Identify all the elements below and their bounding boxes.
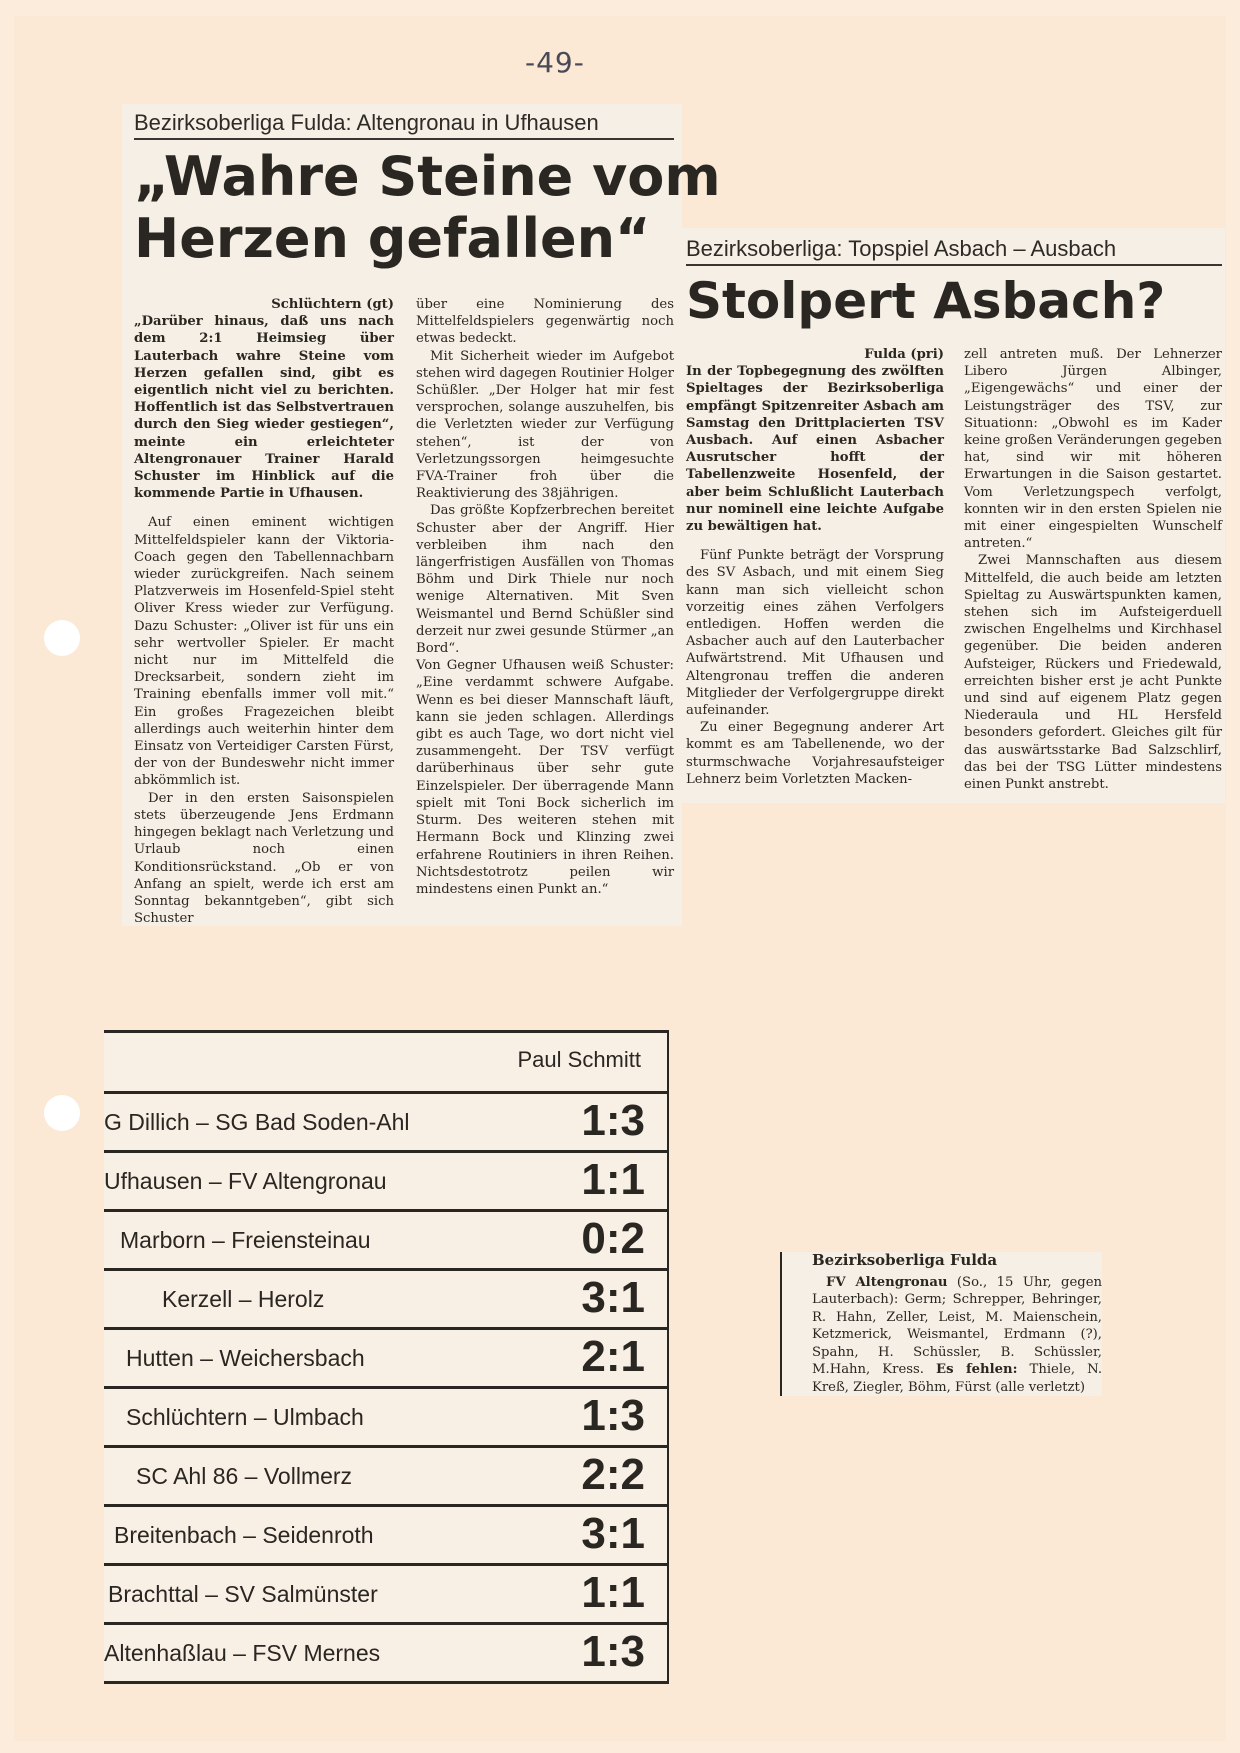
punch-hole (44, 620, 80, 656)
result-match: G Dillich – SG Bad Soden-Ahl (104, 1109, 410, 1135)
punch-hole (44, 1095, 80, 1131)
article1-column-1 (134, 296, 394, 927)
result-score: 1:3 (581, 1627, 645, 1676)
result-match: SC Ahl 86 – Vollmerz (136, 1463, 353, 1489)
result-score: 1:3 (581, 1096, 645, 1145)
lineup-team: FV Altengronau (826, 1274, 948, 1290)
result-score: 1:1 (581, 1568, 645, 1617)
headline-line-2: Herzen gefallen“ (134, 207, 651, 270)
result-match: Schlüchtern – Ulmbach (126, 1404, 364, 1430)
result-score: 3:1 (581, 1509, 645, 1558)
result-row (104, 1504, 669, 1563)
article1-dateline: Schlüchtern (gt) (271, 297, 394, 312)
result-row (104, 1563, 669, 1622)
article2-dateline: Fulda (pri) (864, 347, 944, 362)
article2-lead: In der Topbegegnung des zwölften Spieltages der Bezirksoberliga empfängt Spitzenreiter Asbach am Samstag den Drittplacierten TSV Ausbach. Auf einen Asbacher Ausrutscher hofft der Tabellenzweite Hosenfeld, der aber beim Schlußlicht Lauterbach nur nominell eine leichte Aufgabe zu bewältigen hat. (686, 364, 944, 535)
article1-paragraph: Der in den ersten Saisonspielen stets überzeugende Jens Erdmann hingegen beklagt nach Verletzung und Urlaub noch einen Konditionsrückstand. „Ob er von Anfang an spielt, werde ich erst am Sonntag bekanntgeben“, gibt sich Schuster (134, 790, 394, 927)
results-table (104, 1030, 669, 1684)
article1-paragraph: Auf einen eminent wichtigen Mittelfeldspieler kann der Viktoria-Coach gegen den Tabellennachbarn wieder zurückgreifen. Nach seinem Platzverweis im Hosenfeld-Spiel steht Oliver Kress wieder zur Verfügung. Dazu Schuster: „Oliver ist für uns ein sehr wertvoller Spieler. Er macht nicht nur im Mittelfeld die Drecksarbeit, sondern zieht im Training ebenfalls immer voll mit.“ Ein großes Fragezeichen bleibt allerdings auch weiterhin hinter dem Einsatz von Verteidiger Carsten Fürst, der von der Bundeswehr nicht immer abkömmlich ist. (134, 515, 394, 789)
result-score: 2:2 (581, 1450, 645, 1499)
lineup-text (812, 1274, 1102, 1397)
article2-column-1 (686, 346, 944, 788)
result-score: 2:1 (581, 1332, 645, 1381)
result-match: Brachttal – SV Salmünster (108, 1581, 378, 1607)
result-match: Kerzell – Herolz (162, 1286, 325, 1312)
result-score: 1:1 (581, 1155, 645, 1204)
article2-kicker: Bezirksoberliga: Topspiel Asbach – Ausbach (686, 236, 1222, 266)
result-row (104, 1209, 669, 1268)
article2-headline: Stolpert Asbach? (686, 272, 1166, 330)
article1-paragraph: über eine Nominierung des Mittelfeldspielers gegenwärtig noch etwas bedeckt. (416, 297, 674, 347)
lineup-missing-label: Es fehlen: (936, 1362, 1018, 1377)
results-author: Paul Schmitt (517, 1047, 641, 1072)
result-row (104, 1622, 669, 1684)
article1-column-2 (416, 296, 674, 898)
article2-paragraph: Zu einer Begegnung anderer Art kommt es am Tabellenende, wo der sturmschwache Vorjahresaufsteiger Lehnerz beim Vorletzten Macken- (686, 720, 944, 787)
results-header (104, 1030, 669, 1091)
lineup-players: (So., 15 Uhr, gegen Lauterbach): Germ; Schrepper, Behringer, R. Hahn, Zeller, Leist, M. Maienschein, Ketzmerick, Weismantel, Erdmann (?), Spahn, H. Schüssler, B. Schüssler, M.Hahn, Kress. (812, 1274, 1102, 1377)
result-row (104, 1268, 669, 1327)
article1-headline (134, 145, 721, 270)
article1-kicker: Bezirksoberliga Fulda: Altengronau in Ufhausen (134, 110, 674, 140)
article1-paragraph: Das größte Kopfzerbrechen bereitet Schuster aber der Angriff. Hier verbleiben ihm nach den längerfristigen Ausfällen von Thomas Böhm und Dirk Thiele nur noch wenige Alternativen. Mit Sven Weismantel und Bernd Schüßler sind derzeit nur zwei gesunde Stürmer „an Bord“. (416, 503, 674, 657)
headline-line-1: „Wahre Steine vom (134, 145, 721, 208)
article2-paragraph: Fünf Punkte beträgt der Vorsprung des SV Asbach, und mit einem Sieg kann man sich vielleicht schon vorzeitig eines zähen Verfolgers entledigen. Hoffen werden die Asbacher auch auf den Lauterbacher Aufwärtstrend. Mit Ufhausen und Altengronau treffen die anderen Mitglieder der Verfolgergruppe direkt aufeinander. (686, 548, 944, 719)
article1-paragraph: Mit Sicherheit wieder im Aufgebot stehen wird dagegen Routinier Holger Schüßler. „Der Holger hat mir fest versprochen, solange auszuhelfen, bis die Verletzten wieder zur Verfügung stehen“, ist der von Verletzungssorgen heimgesuchte FVA-Trainer froh über die Reaktivierung des 38jährigen. (416, 348, 674, 502)
lineup-title: Bezirksoberliga Fulda (812, 1251, 998, 1269)
result-row (104, 1386, 669, 1445)
handwritten-page-number: -49- (525, 46, 585, 79)
result-score: 3:1 (581, 1273, 645, 1322)
result-row (104, 1150, 669, 1209)
result-score: 0:2 (581, 1214, 645, 1263)
article1-lead: „Darüber hinaus, daß uns nach dem 2:1 Heimsieg über Lauterbach wahre Steine vom Herzen gefallen sind, gibt es eigentlich nicht viel zu berichten. Hoffentlich ist das Selbstvertrauen durch den Sieg wieder gestiegen“, meinte ein erleichteter Altengronauer Trainer Harald Schuster im Hinblick auf die kommende Partie in Ufhausen. (134, 314, 394, 502)
article2-paragraph: Zwei Mannschaften aus diesem Mittelfeld, die auch beide am letzten Spieltag zu Auswärtspunkten kamen, stehen sich im Aufsteigerduell zwischen Engelhelms und Kirchhasel gegenüber. Die beiden anderen Aufsteiger, Rückers und Friedewald, erreichten bisher erst je acht Punkte und sind auf eigenem Platz gegen Niederaula und HL Hersfeld besonders gefordert. Gleiches gilt für das auswärtsstarke Bad Salzschlirf, das bei der TSG Lütter mindestens einen Punkt anstrebt. (964, 553, 1222, 793)
result-row (104, 1445, 669, 1504)
lineup-box (780, 1252, 1102, 1396)
article2-paragraph: zell antreten muß. Der Lehnerzer Libero Jürgen Albinger, „Eigengewächs“ und einer der Leistungsträger des TSV, zur Situationn: „Obwohl es im Kader keine großen Veränderungen gegeben hat, sind wir mit höheren Erwartungen in die Saison gestartet. Vom Verletzungspech verfolgt, konnten wir in den ersten Spielen nie mit einer eingespielten Wunschelf antreten.“ (964, 347, 1222, 552)
result-score: 1:3 (581, 1391, 645, 1440)
result-match: Ufhausen – FV Altengronau (104, 1168, 387, 1194)
result-match: Marborn – Freiensteinau (120, 1227, 371, 1253)
result-row (104, 1327, 669, 1386)
lineup-missing: Thiele, N. Kreß, Ziegler, Böhm, Fürst (alle verletzt) (812, 1362, 1103, 1395)
result-match: Hutten – Weichersbach (126, 1345, 365, 1371)
result-match: Altenhaßlau – FSV Mernes (104, 1640, 381, 1666)
result-match: Breitenbach – Seidenroth (114, 1522, 374, 1548)
article1-paragraph: Von Gegner Ufhausen weiß Schuster: „Eine verdammt schwere Aufgabe. Wenn es bei dieser Mannschaft läuft, kann sie jeden schlagen. Allerdings gibt es auch Tage, wo dort nicht viel zusammengeht. Der TSV verfügt darüberhinaus über sehr gute Einzelspieler. Der überragende Mann spielt mit Toni Bock sicherlich im Sturm. Des weiteren stehen mit Hermann Bock und Klinzing zwei erfahrene Routiniers in ihren Reihen. Nichtsdestotrotz peilen wir mindestens einen Punkt an.“ (416, 658, 674, 897)
article2-column-2 (964, 346, 1222, 793)
result-row (104, 1091, 669, 1150)
